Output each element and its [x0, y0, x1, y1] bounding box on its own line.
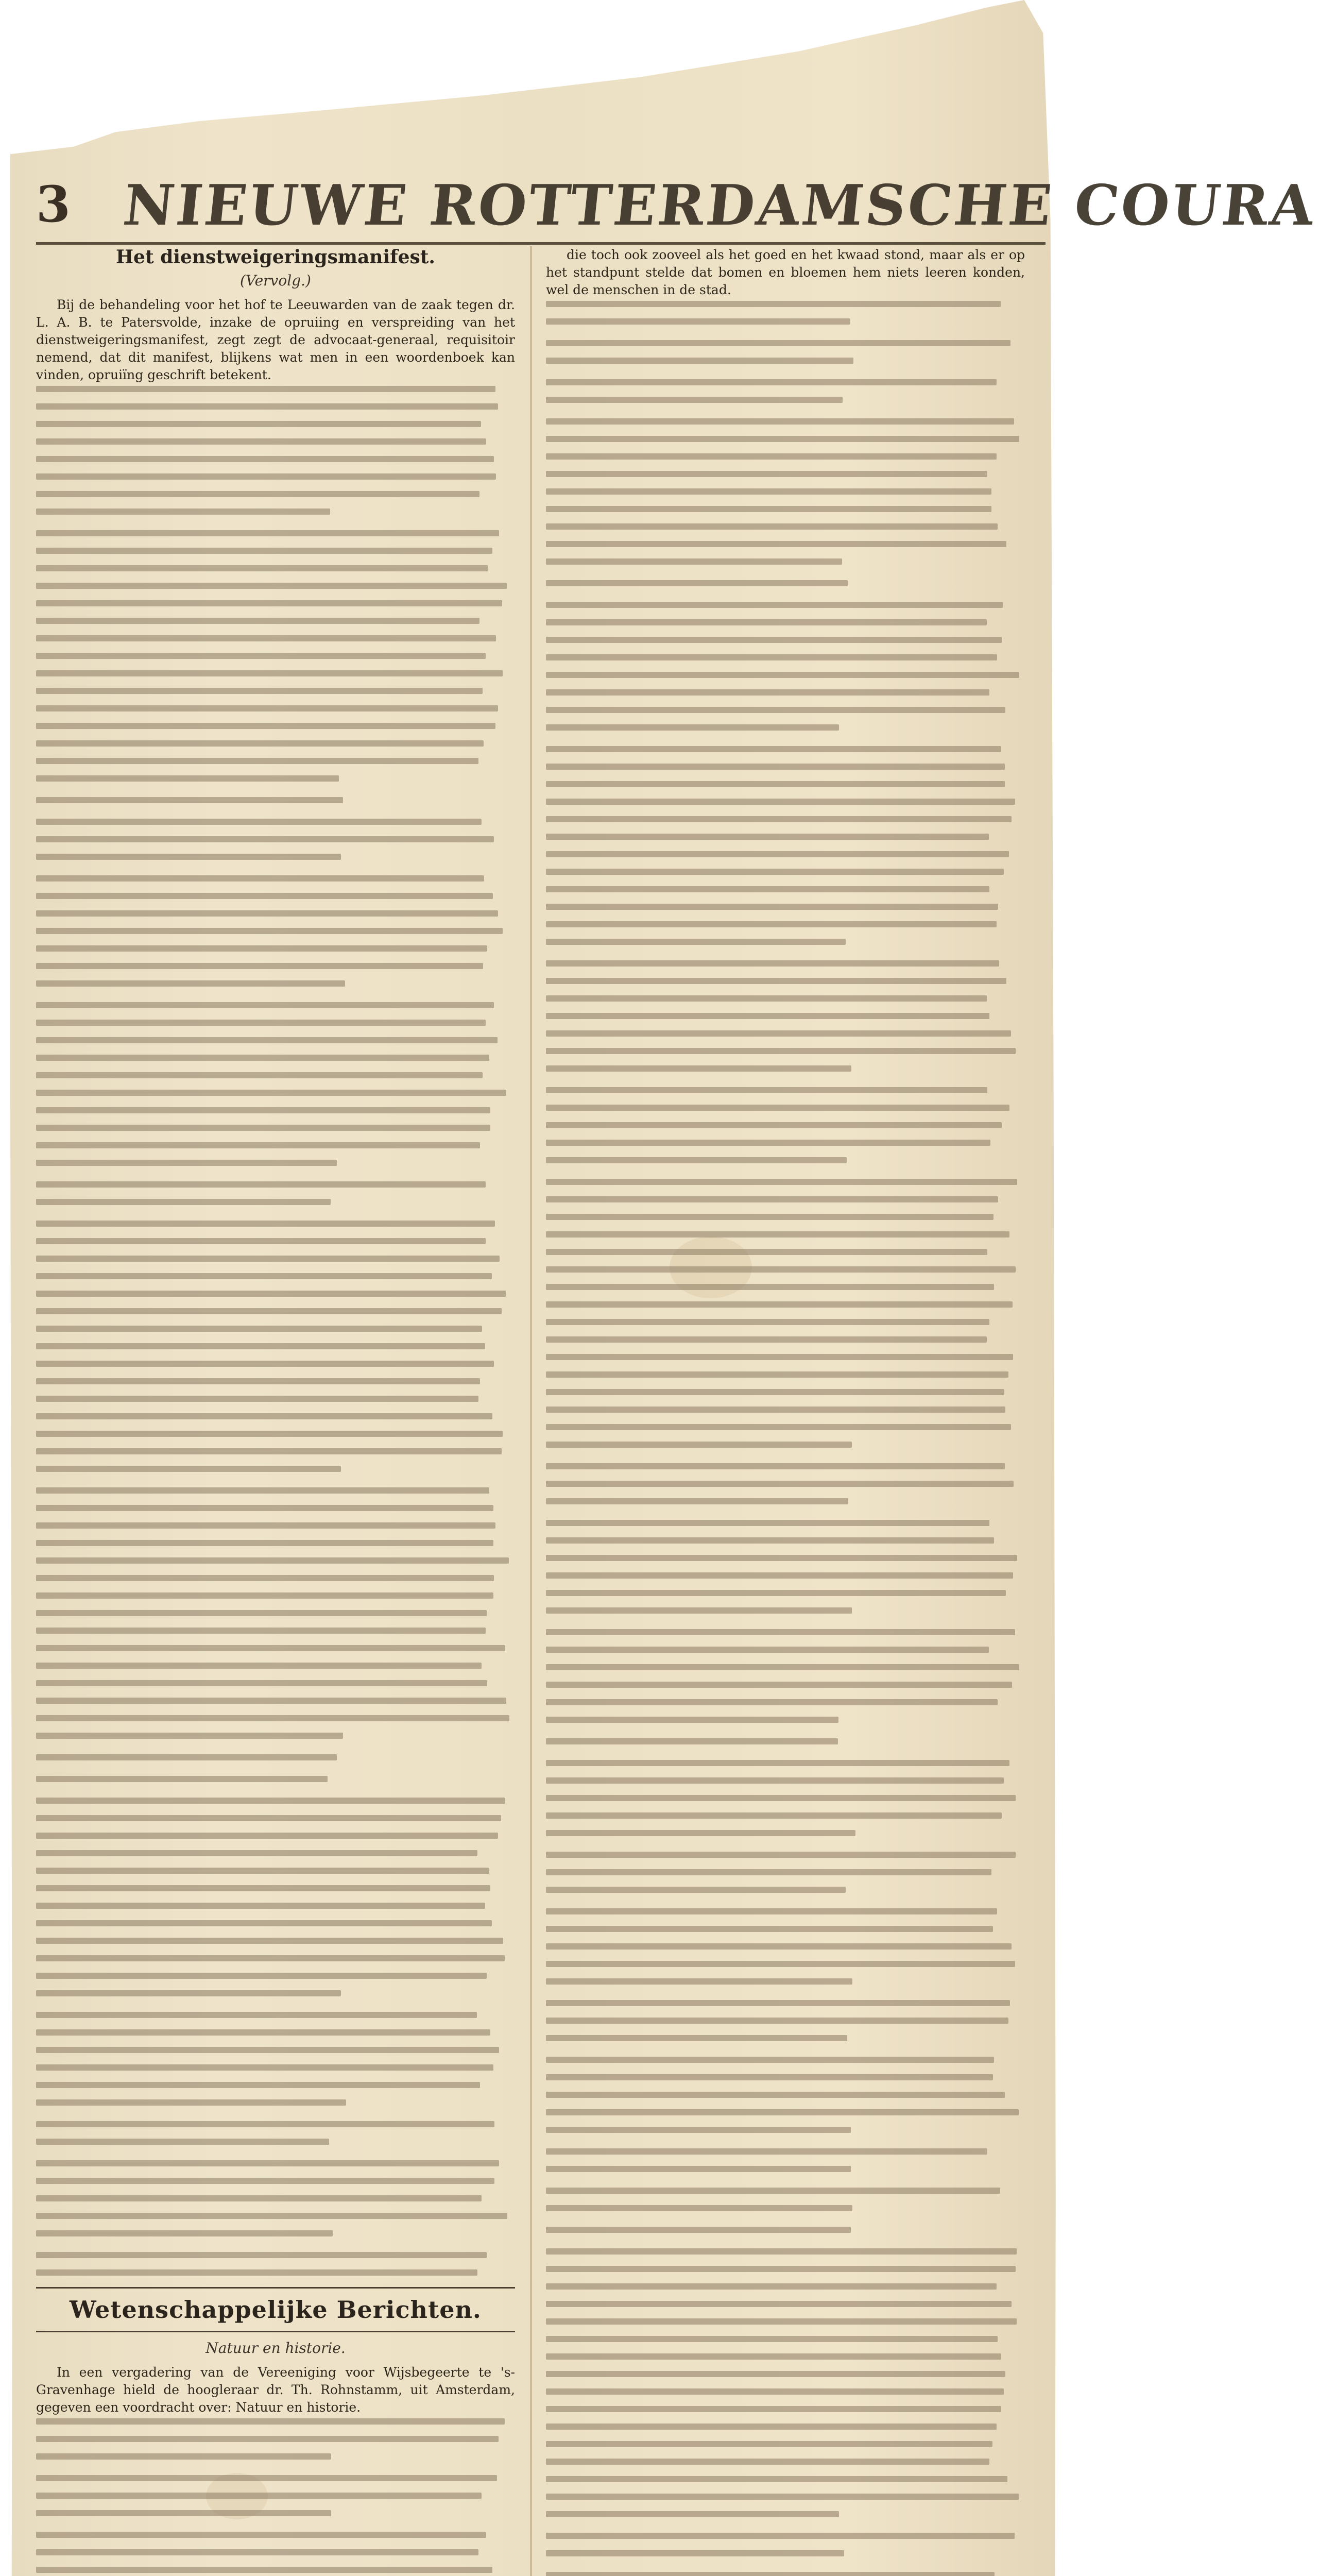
text-line — [36, 1002, 494, 1008]
text-line — [546, 2318, 1017, 2325]
text-line — [36, 1090, 506, 1096]
text-line — [36, 438, 486, 445]
text-line — [546, 1537, 994, 1544]
text-line — [546, 358, 853, 364]
text-line — [36, 2082, 480, 2088]
text-line — [546, 1249, 987, 1255]
text-line — [546, 1943, 1012, 1950]
text-line — [36, 1343, 485, 1349]
text-line — [36, 2213, 507, 2219]
text-line — [36, 2139, 329, 2145]
text-line — [546, 781, 1005, 787]
masthead — [36, 170, 1319, 238]
text-line — [36, 1990, 341, 1996]
text-line — [36, 1256, 500, 1262]
text-line — [546, 1481, 1014, 1487]
text-line — [546, 1389, 1004, 1395]
text-line — [36, 1055, 489, 1061]
text-line — [546, 1961, 1015, 1967]
text-line — [546, 2283, 997, 2290]
text-line — [546, 2406, 1001, 2412]
text-line — [546, 1717, 838, 1723]
text-line — [36, 1413, 492, 1419]
text-line — [36, 1361, 494, 1367]
text-line — [546, 418, 1014, 425]
text-line — [36, 1557, 509, 1564]
text-line — [36, 1815, 501, 1821]
text-line — [36, 2436, 499, 2442]
text-line — [36, 1833, 498, 1839]
text-line — [546, 580, 848, 586]
text-line — [36, 403, 498, 410]
text-line — [546, 1179, 1017, 1185]
text-line — [546, 1301, 1013, 1308]
text-line — [546, 2476, 1007, 2482]
text-line — [36, 1920, 492, 1926]
page-number: 3 — [36, 175, 71, 233]
text-line — [546, 1157, 847, 1163]
text-line — [546, 1777, 1004, 1784]
text-line — [36, 2252, 487, 2258]
text-line — [36, 928, 503, 934]
text-line — [36, 386, 495, 392]
text-line — [36, 1798, 505, 1804]
text-line — [36, 1160, 337, 1166]
masthead-rule — [36, 242, 1046, 245]
text-line — [36, 854, 341, 860]
text-line — [36, 819, 482, 825]
text-line — [546, 1978, 852, 1985]
text-line — [546, 1682, 1012, 1688]
text-line — [546, 2074, 993, 2080]
text-line — [36, 797, 343, 803]
text-line — [546, 1354, 1013, 1360]
text-line — [546, 1738, 838, 1744]
text-line — [36, 740, 484, 747]
text-line — [36, 1575, 494, 1581]
section-lead-paragraph: In een vergadering van de Vereeniging voor Wijsbegeerte te 's-Gravenhage hield de hoogleraar dr. Th. Rohnstamm, uit Amsterdam, gegeven een voordracht over: Natuur en historie. — [36, 2365, 515, 2415]
text-line — [36, 2549, 478, 2555]
text-line — [36, 618, 479, 624]
text-line — [36, 945, 487, 952]
text-line — [546, 1926, 993, 1932]
text-line — [546, 1760, 1009, 1766]
text-line — [546, 2057, 994, 2063]
text-line — [546, 1699, 998, 1705]
text-line — [546, 453, 997, 460]
text-line — [36, 2029, 490, 2036]
text-line — [36, 2160, 499, 2166]
text-line — [546, 2248, 1017, 2255]
text-line — [546, 1048, 1016, 1054]
text-line — [36, 1273, 492, 1279]
text-line — [546, 436, 1019, 442]
text-line — [36, 2532, 486, 2538]
text-line — [546, 724, 839, 731]
text-line — [546, 2301, 1012, 2307]
text-line — [546, 746, 1001, 752]
text-line — [546, 1406, 1005, 1413]
text-line — [36, 980, 345, 987]
text-line — [546, 379, 997, 385]
text-line — [36, 1885, 490, 1891]
text-line — [36, 491, 479, 497]
text-line — [546, 1908, 997, 1914]
text-line — [36, 2230, 333, 2236]
text-line — [546, 995, 987, 1002]
text-line — [36, 1199, 331, 1205]
text-line — [546, 816, 1012, 822]
text-line — [36, 670, 503, 676]
text-line — [546, 1336, 987, 1343]
text-line — [546, 1590, 1006, 1596]
text-line — [546, 1424, 1011, 1430]
text-line — [36, 1680, 487, 1686]
text-line — [36, 1850, 477, 1856]
text-line — [546, 340, 1010, 346]
text-line — [36, 2418, 505, 2425]
text-line — [36, 2510, 331, 2516]
text-line — [36, 1628, 486, 1634]
text-line — [36, 1466, 341, 1472]
text-line — [36, 1903, 485, 1909]
text-line — [36, 2567, 492, 2573]
left-column — [36, 246, 515, 2576]
text-line — [546, 2166, 851, 2172]
text-line — [36, 456, 494, 462]
text-line — [36, 1181, 486, 1188]
text-line — [36, 1238, 486, 1244]
text-line — [546, 1266, 1016, 1273]
text-line — [36, 2195, 482, 2201]
text-line — [546, 2092, 1005, 2098]
text-line — [36, 1037, 498, 1043]
text-line — [546, 2205, 852, 2211]
text-line — [36, 1715, 509, 1721]
text-line — [36, 1431, 503, 1437]
text-line — [36, 1378, 480, 1384]
text-line — [36, 875, 484, 882]
text-line — [36, 963, 483, 969]
text-line — [546, 1463, 1005, 1469]
text-line — [36, 1072, 483, 1078]
text-line — [36, 1754, 337, 1760]
text-line — [36, 1955, 505, 1961]
right-column-body-text — [546, 301, 1025, 2576]
text-line — [36, 1776, 328, 1782]
text-line — [546, 654, 997, 660]
text-line — [546, 851, 1009, 857]
text-line — [546, 2494, 1019, 2500]
text-line — [36, 1645, 505, 1651]
text-line — [36, 775, 339, 782]
text-line — [546, 541, 1006, 547]
text-line — [36, 2047, 499, 2053]
text-line — [546, 904, 998, 910]
text-line — [36, 1698, 506, 1704]
text-line — [546, 672, 1019, 678]
text-line — [546, 2188, 1000, 2194]
text-line — [546, 1664, 1019, 1670]
text-line — [36, 1938, 503, 1944]
text-line — [36, 635, 496, 641]
text-line — [546, 2000, 1010, 2006]
text-line — [546, 1498, 848, 1504]
text-line — [36, 2099, 346, 2106]
text-line — [546, 1214, 993, 1220]
text-line — [36, 1107, 490, 1113]
text-line — [36, 1733, 343, 1739]
right-column-lead-paragraph: die toch ook zooveel als het goed en het kwaad stond, maar als er op het standpunt stelde dat bomen en bloemen hem niets leeren konden, wel de menschen in de stad. — [546, 247, 1025, 297]
text-line — [546, 2266, 1016, 2272]
text-line — [36, 473, 496, 480]
text-line — [546, 1887, 846, 1893]
text-line — [546, 921, 997, 927]
text-line — [546, 2533, 1015, 2539]
text-line — [36, 1396, 478, 1402]
text-line — [546, 619, 987, 625]
text-line — [546, 2127, 851, 2133]
text-line — [546, 2035, 847, 2041]
text-line — [546, 869, 1004, 875]
text-line — [546, 523, 998, 530]
text-line — [546, 471, 987, 477]
text-line — [36, 583, 507, 589]
text-line — [546, 1122, 1002, 1128]
text-line — [546, 1196, 998, 1202]
text-line — [36, 2475, 497, 2481]
text-line — [546, 506, 991, 512]
text-line — [36, 421, 481, 427]
text-line — [36, 1020, 486, 1026]
text-line — [546, 1555, 1017, 1561]
text-line — [36, 653, 486, 659]
text-line — [546, 1030, 1011, 1037]
text-line — [546, 2018, 1008, 2024]
text-line — [546, 2336, 998, 2342]
text-line — [546, 960, 999, 967]
text-line — [546, 2424, 997, 2430]
text-line — [36, 723, 495, 729]
article-body-text — [36, 386, 515, 2276]
text-line — [36, 565, 488, 571]
text-line — [36, 1291, 506, 1297]
text-line — [546, 1105, 1009, 1111]
text-line — [36, 758, 478, 764]
right-column — [546, 246, 1025, 2576]
column-divider — [530, 246, 532, 2576]
text-line — [546, 488, 991, 495]
text-line — [546, 1371, 1008, 1378]
text-line — [546, 1812, 1002, 1819]
text-line — [36, 1592, 493, 1599]
text-line — [546, 764, 1005, 770]
text-line — [546, 1284, 994, 1290]
text-line — [36, 509, 330, 515]
text-line — [546, 689, 989, 696]
text-line — [36, 1308, 502, 1314]
text-line — [546, 2572, 995, 2576]
text-line — [36, 2493, 482, 2499]
text-line — [546, 2441, 992, 2447]
text-line — [546, 1013, 989, 1019]
article-title: Het dienstweigeringsmanifest. — [116, 246, 435, 268]
text-line — [546, 939, 846, 945]
text-line — [36, 1448, 502, 1454]
text-line — [546, 1319, 989, 1325]
text-line — [546, 1647, 989, 1653]
text-line — [36, 688, 483, 694]
text-line — [546, 2371, 1005, 2377]
text-line — [36, 1505, 493, 1511]
article-lead-paragraph: Bij de behandeling voor het hof te Leeuwarden van de zaak tegen dr. L. A. B. te Patersvolde, inzake de opruiing en verspreiding van het dienstweigeringsmanifest, zegt zegt de advocaat-generaal, requisitoir nemend, dat dit manifest, blijkens wat men in een woordenboek kan vinden, opruiïng geschrift betekent. — [36, 297, 515, 382]
text-line — [36, 2178, 494, 2184]
text-line — [546, 1795, 1016, 1801]
section-body-text — [36, 2418, 515, 2576]
text-line — [36, 705, 498, 711]
text-line — [546, 558, 842, 565]
text-line — [36, 1487, 489, 1494]
text-line — [546, 2388, 1004, 2395]
text-line — [36, 530, 499, 536]
text-line — [546, 1231, 1009, 1238]
text-line — [546, 602, 1003, 608]
text-line — [546, 1442, 852, 1448]
text-line — [546, 1572, 1013, 1579]
text-line — [546, 2550, 844, 2556]
text-line — [546, 978, 1006, 984]
text-line — [546, 1629, 1015, 1635]
text-line — [546, 637, 1002, 643]
text-line — [546, 2227, 851, 2233]
text-line — [546, 2459, 989, 2465]
text-line — [36, 893, 493, 899]
text-line — [36, 2269, 477, 2276]
text-line — [36, 1663, 482, 1669]
text-line — [546, 1869, 991, 1875]
text-line — [546, 2109, 1019, 2115]
text-line — [36, 1540, 493, 1546]
text-line — [36, 1522, 495, 1529]
text-line — [36, 2012, 477, 2018]
text-line — [546, 1065, 851, 1072]
text-line — [546, 886, 989, 892]
text-line — [36, 910, 498, 917]
text-line — [546, 1852, 1016, 1858]
text-line — [546, 1140, 990, 1146]
text-line — [36, 2453, 331, 2460]
text-line — [36, 1142, 480, 1148]
text-line — [546, 1830, 855, 1836]
text-line — [546, 397, 843, 403]
text-line — [546, 834, 989, 840]
text-line — [36, 548, 492, 554]
text-line — [546, 2511, 839, 2517]
text-line — [546, 318, 850, 325]
text-line — [546, 1607, 852, 1614]
section-heading: Wetenschappelijke Berichten. — [36, 2287, 515, 2332]
text-line — [546, 799, 1015, 805]
text-line — [36, 1125, 490, 1131]
text-line — [546, 1087, 987, 1093]
section-subtitle: Natuur en historie. — [205, 2340, 346, 2357]
text-line — [36, 836, 494, 842]
text-line — [546, 2148, 987, 2155]
text-line — [36, 2064, 493, 2071]
newspaper-name: NIEUWE ROTTERDAMSCHE COURA — [120, 173, 1319, 238]
text-line — [36, 600, 502, 606]
article-subtitle: (Vervolg.) — [240, 272, 311, 289]
text-line — [546, 1520, 989, 1526]
text-line — [36, 1221, 495, 1227]
text-line — [36, 1326, 482, 1332]
text-line — [546, 707, 1005, 713]
text-line — [546, 2353, 1001, 2360]
text-line — [36, 1610, 487, 1616]
text-line — [546, 301, 1001, 307]
text-line — [36, 2121, 494, 2127]
text-line — [36, 1868, 489, 1874]
text-line — [36, 1973, 487, 1979]
